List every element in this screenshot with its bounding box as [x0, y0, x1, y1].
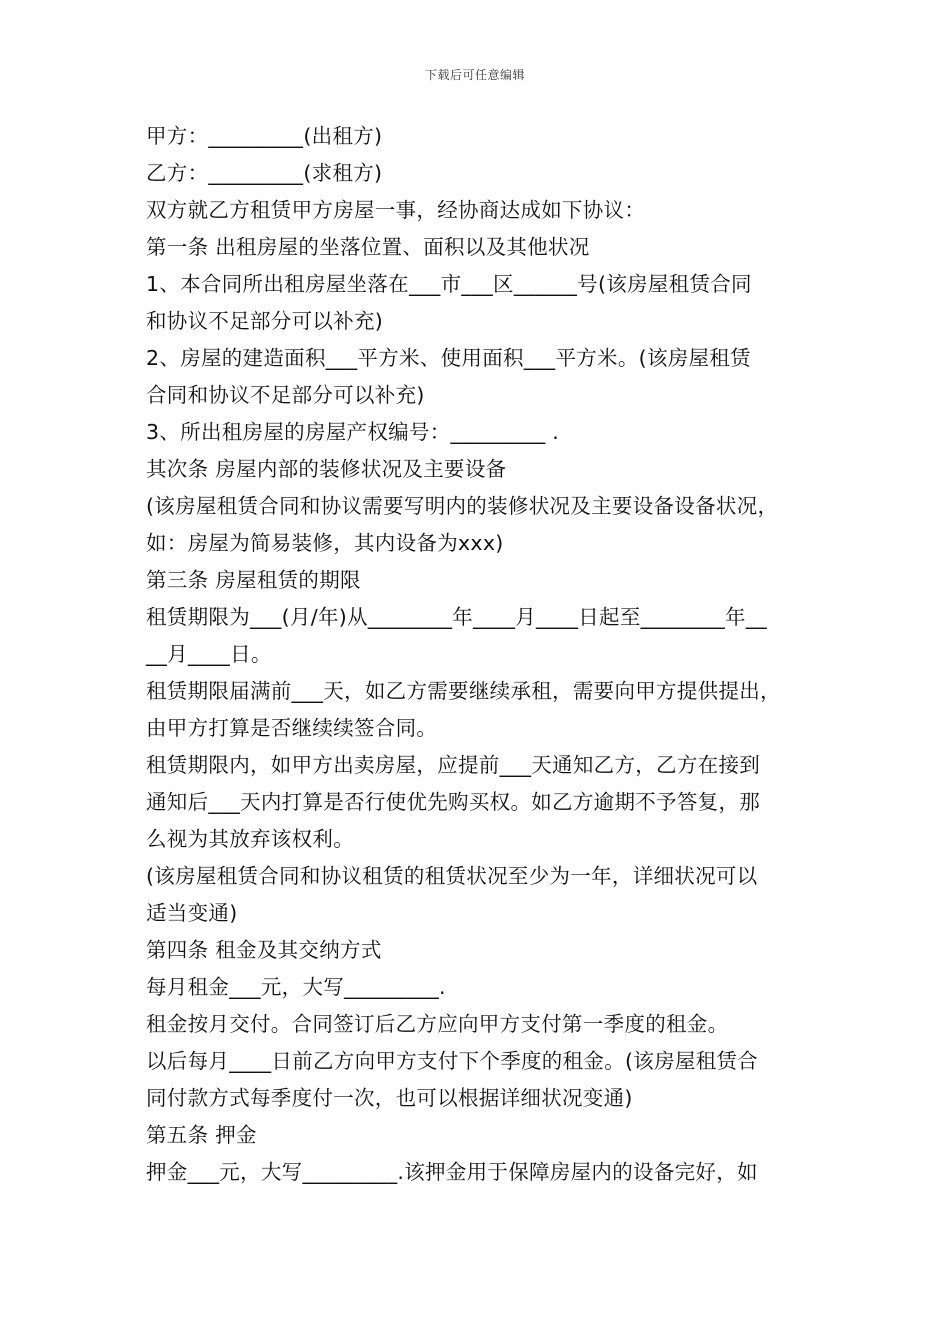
text-line: 同付款方式每季度付一次，也可以根据详细状况变通) [146, 1086, 633, 1110]
text-line: 通知后___天内打算是否行使优先购买权。如乙方逾期不予答复，那 [146, 790, 761, 814]
text-line: (该房屋租赁合同和协议租赁的租赁状况至少为一年，详细状况可以 [146, 864, 758, 888]
text-line: __月____日。 [146, 642, 272, 666]
document-body [146, 118, 814, 1191]
text-line: 么视为其放弃该权利。 [146, 827, 354, 851]
text-line: 租赁期限为___(月/年)从________年____月____日起至________年__ [146, 605, 767, 629]
text-line: 由甲方打算是否继续续签合同。 [146, 716, 438, 740]
text-line: 如：房屋为简易装修，其内设备为xxx) [146, 531, 504, 555]
text-line: 每月租金___元，大写_________. [146, 975, 446, 999]
text-line: 双方就乙方租赁甲方房屋一事，经协商达成如下协议： [146, 198, 646, 222]
text-line: 租赁期限届满前___天，如乙方需要继续承租，需要向甲方提供提出， [146, 679, 781, 703]
text-line: 适当变通) [146, 901, 238, 925]
text-line: 乙方：_________(求租方) [146, 161, 383, 185]
section-heading: 第五条 押金 [146, 1123, 257, 1147]
text-line: 2、房屋的建造面积___平方米、使用面积___平方米。(该房屋租赁 [146, 346, 751, 370]
section-heading: 第三条 房屋租赁的期限 [146, 568, 361, 592]
section-heading: 其次条 房屋内部的装修状况及主要设备 [146, 457, 507, 481]
text-line: 押金___元，大写_________.该押金用于保障房屋内的设备完好，如 [146, 1160, 758, 1184]
text-line: 合同和协议不足部分可以补充) [146, 383, 425, 407]
page-header: 下载后可任意编辑 [424, 68, 525, 82]
text-line: 3、所出租房屋的房屋产权编号：_________ . [146, 420, 560, 444]
text-line: 1、本合同所出租房屋坐落在___市___区______号(该房屋租赁合同 [146, 272, 752, 296]
text-line: 甲方：_________(出租方) [146, 124, 383, 148]
text-line: 租金按月交付。合同签订后乙方应向甲方支付第一季度的租金。 [146, 1012, 729, 1036]
section-heading: 第一条 出租房屋的坐落位置、面积以及其他状况 [146, 235, 590, 259]
text-line: 租赁期限内，如甲方出卖房屋，应提前___天通知乙方，乙方在接到 [146, 753, 761, 777]
text-line: (该房屋租赁合同和协议需要写明内的装修状况及主要设备设备状况， [146, 494, 779, 518]
section-heading: 第四条 租金及其交纳方式 [146, 938, 382, 962]
text-line: 和协议不足部分可以补充) [146, 309, 384, 333]
text-line: 以后每月____日前乙方向甲方支付下个季度的租金。(该房屋租赁合 [146, 1049, 759, 1073]
